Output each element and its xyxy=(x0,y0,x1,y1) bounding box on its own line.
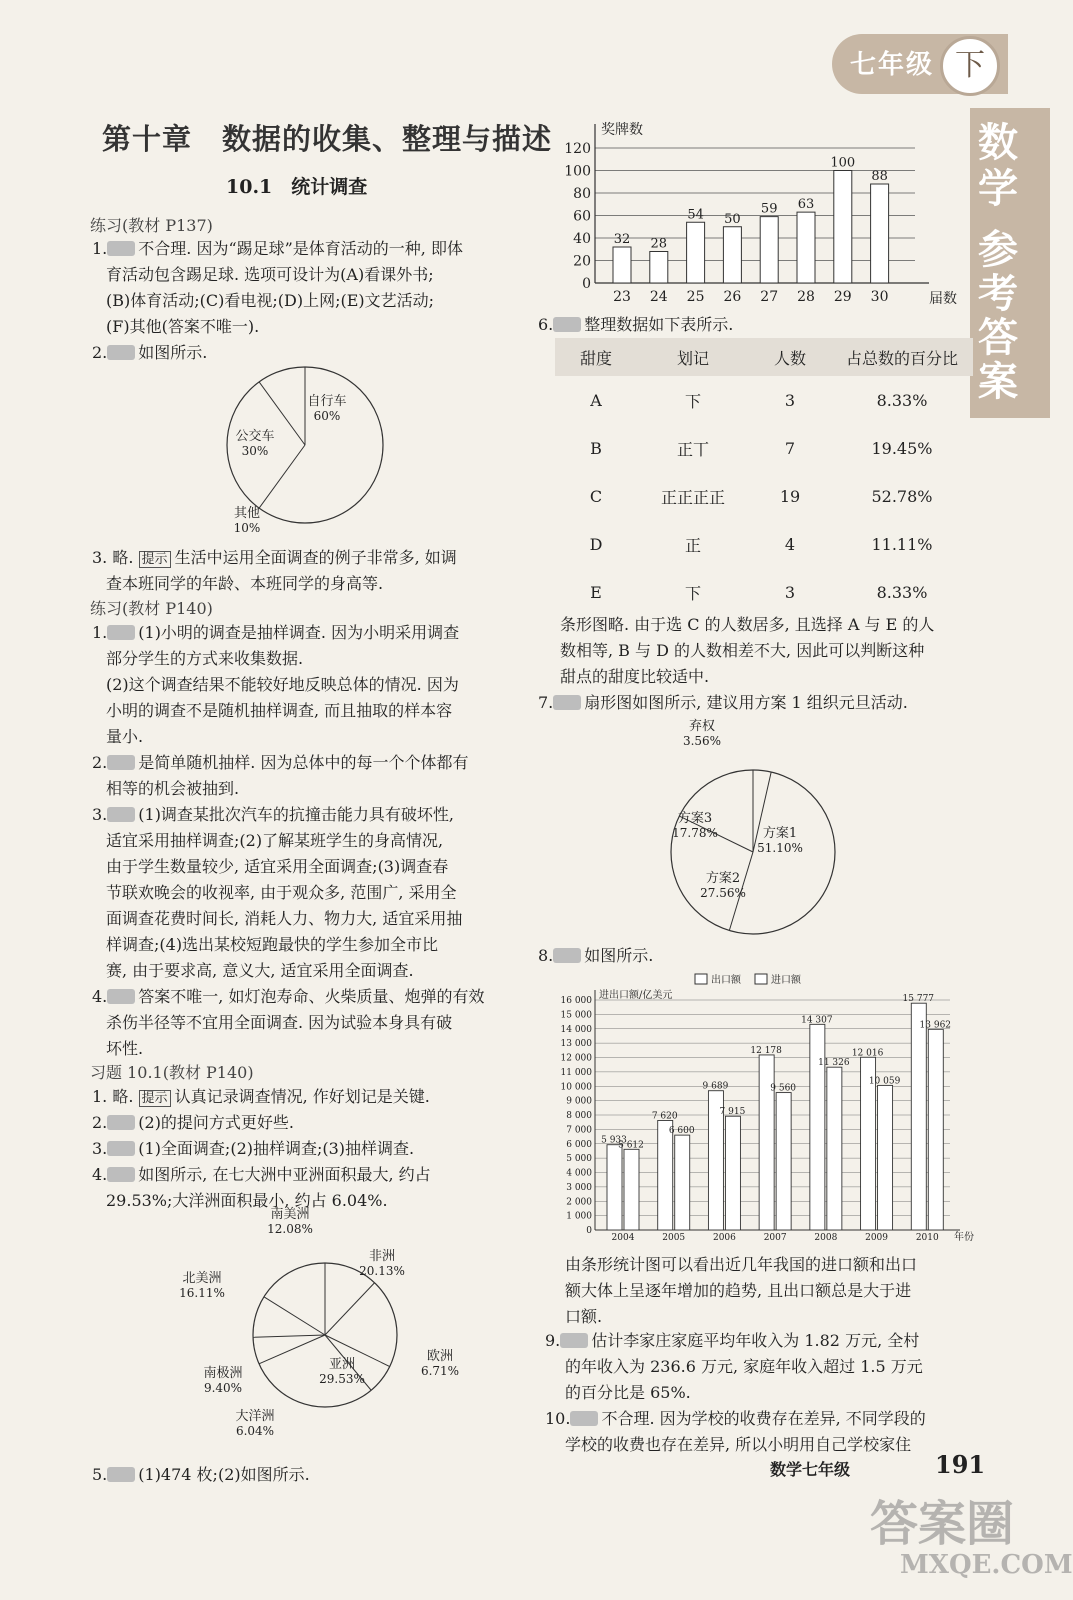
pie-slice-boundary xyxy=(264,1297,325,1335)
y-tick-label: 7 000 xyxy=(566,1125,592,1136)
x-tick-label: 2004 xyxy=(611,1233,635,1243)
q2-line xyxy=(92,340,207,366)
medals-bar-chart xyxy=(555,118,957,313)
bar-value-label: 7 620 xyxy=(651,1111,678,1122)
q7-text: 扇形图如图所示, 建议用方案 1 组织元旦活动. xyxy=(584,693,908,712)
cell: 7 xyxy=(784,438,796,458)
p2q3-line2: 适宜采用抽样调查;(2)了解某班学生的身高情况, xyxy=(106,831,444,850)
bar-value-label: 5 933 xyxy=(601,1135,627,1146)
p2q3-line4: 节联欢晚会的收视率, 由于观众多, 范围广, 采用全 xyxy=(106,883,457,902)
pie-slice-percent: 17.78% xyxy=(672,826,718,840)
q1-line1 xyxy=(92,236,463,262)
pie-slice-label: 其他 xyxy=(233,506,261,521)
pie-slice-percent: 60% xyxy=(313,409,341,423)
q2-text: 如图所示. xyxy=(138,343,208,362)
e2-text: (2)的提问方式更好些. xyxy=(138,1113,295,1132)
answer-tag xyxy=(107,755,135,770)
answer-tag xyxy=(107,807,135,822)
y-tick-label: 10 000 xyxy=(560,1082,592,1093)
q6-text-line3: 甜点的甜度比较适中. xyxy=(560,667,710,686)
p2q3-line7: 赛, 由于要求高, 意义大, 适宜采用全面调查. xyxy=(106,961,414,980)
table-header-row xyxy=(555,338,973,376)
table-row xyxy=(555,376,973,424)
y-tick-label: 3 000 xyxy=(566,1182,592,1193)
answer-tag xyxy=(107,1467,135,1482)
q6-text-line1: 条形图略. 由于选 C 的人数居多, 且选择 A 与 E 的人 xyxy=(560,615,935,634)
cell: 8.33% xyxy=(876,390,928,410)
e5-text: (1)474 枚;(2)如图所示. xyxy=(138,1465,310,1484)
bar-value-label: 10 059 xyxy=(868,1076,901,1087)
y-tick-label: 8 000 xyxy=(566,1111,592,1121)
y-tick-label: 60 xyxy=(573,208,591,225)
table-row xyxy=(555,520,973,568)
import-bar xyxy=(776,1093,791,1230)
cell: 8.33% xyxy=(876,582,928,602)
plan-pie-chart xyxy=(655,712,875,942)
sweetness-table xyxy=(555,338,973,616)
cell: 19 xyxy=(779,486,801,506)
y-tick-label: 40 xyxy=(573,231,591,247)
q8-number: 8. xyxy=(538,946,554,965)
q6-text-line2: 数相等, B 与 D 的人数相差不大, 因此可以判断这种 xyxy=(560,641,925,660)
x-tick-label: 2010 xyxy=(915,1233,939,1243)
y-tick-label: 0 xyxy=(582,276,591,292)
q6-line xyxy=(538,312,733,338)
y-tick-label: 80 xyxy=(573,186,591,202)
hint-badge: 提示 xyxy=(139,551,171,568)
cell: 正 xyxy=(684,535,701,555)
answer-tag xyxy=(107,989,135,1004)
table-row xyxy=(555,472,973,520)
cell: A xyxy=(590,390,602,410)
cell: 4 xyxy=(784,534,796,554)
pie-slice-label: 方案1 xyxy=(762,826,798,841)
sweetness-table-wrap xyxy=(555,338,973,616)
bar-value-label: 9 560 xyxy=(770,1083,797,1094)
bar-value-label: 32 xyxy=(613,232,631,247)
e2-number: 2. xyxy=(92,1113,108,1132)
p2q1-line5: 量小. xyxy=(106,727,144,746)
pie-slice-label: 方案2 xyxy=(705,871,741,886)
answer-tag xyxy=(107,1141,135,1156)
x-tick-label: 29 xyxy=(833,289,852,305)
grade-label: 七年级 xyxy=(850,50,935,80)
x-tick-label: 2005 xyxy=(662,1233,686,1243)
table-row xyxy=(555,568,973,616)
medal-bar xyxy=(871,184,889,283)
medal-bar xyxy=(723,227,741,283)
import-bar xyxy=(928,1029,943,1230)
q9-line1 xyxy=(545,1328,919,1354)
y-tick-label: 0 xyxy=(586,1226,592,1236)
y-tick-label: 16 000 xyxy=(560,996,592,1006)
bar-value-label: 9 689 xyxy=(702,1081,729,1092)
table-row xyxy=(555,424,973,472)
answer-tag xyxy=(553,317,581,332)
p2q2-number: 2. xyxy=(92,753,108,772)
volume-badge: 下 xyxy=(940,36,1000,96)
q9-line3: 的百分比是 65%. xyxy=(565,1383,691,1402)
q9-number: 9. xyxy=(545,1331,561,1350)
bar-value-label: 100 xyxy=(830,155,856,171)
pie-slice-label: 北美洲 xyxy=(182,1271,222,1286)
p2q1-number: 1. xyxy=(92,623,108,642)
footer-label: 数学七年级 xyxy=(770,1460,851,1479)
p2q2-line2: 相等的机会被抽到. xyxy=(106,779,240,798)
legend-swatch-export xyxy=(695,974,707,984)
side-answer: 参考答案 xyxy=(978,226,1018,405)
p2q4-line1 xyxy=(92,984,484,1010)
pie-slice-percent: 51.10% xyxy=(757,841,803,855)
practice2-heading: 练习(教材 P140) xyxy=(90,599,213,618)
p2q1-text1: (1)小明的调查是抽样调查. 因为小明采用调查 xyxy=(138,623,460,642)
p2q3-number: 3. xyxy=(92,805,108,824)
answer-tag xyxy=(553,695,581,710)
export-bar xyxy=(759,1055,774,1230)
y-tick-label: 6 000 xyxy=(566,1139,592,1150)
x-tick-label: 2007 xyxy=(763,1233,787,1243)
x-tick-label: 25 xyxy=(686,289,705,305)
legend-label: 出口额 xyxy=(711,975,741,986)
e3-line xyxy=(92,1136,414,1162)
transport-pie-chart xyxy=(215,365,395,545)
col-header: 占总数的百分比 xyxy=(831,338,973,376)
q10-line2: 学校的收费也存在差异, 所以小明用自己学校家住 xyxy=(565,1435,912,1454)
q1-line4: (F)其他(答案不唯一). xyxy=(106,317,260,336)
y-tick-label: 9 000 xyxy=(566,1096,592,1107)
medal-bar xyxy=(687,222,705,283)
y-tick-label: 120 xyxy=(564,141,591,157)
x-tick-label: 26 xyxy=(723,289,742,305)
bar-value-label: 88 xyxy=(871,169,888,184)
side-subject: 数学 xyxy=(978,119,1018,212)
import-bar xyxy=(725,1116,740,1230)
e4-text1: 如图所示, 在七大洲中亚洲面积最大, 约占 xyxy=(138,1165,431,1184)
legend-label: 进口额 xyxy=(771,975,801,986)
q8-line xyxy=(538,943,653,969)
bar-value-label: 50 xyxy=(724,211,741,227)
y-tick-label: 4 000 xyxy=(566,1168,592,1179)
q8-text-line1: 由条形统计图可以看出近几年我国的进口额和出口 xyxy=(565,1255,918,1274)
y-tick-label: 14 000 xyxy=(560,1024,592,1035)
p2q1-line3: (2)这个调查结果不能较好地反映总体的情况. 因为 xyxy=(106,675,459,694)
y-axis-label: 进出口额/亿美元 xyxy=(599,990,673,1001)
q3-line1 xyxy=(92,545,457,571)
e1-number: 1. 略. xyxy=(92,1087,134,1106)
pie-slice-percent: 30% xyxy=(241,444,269,458)
cell: 19.45% xyxy=(871,438,933,458)
p2q2-line1 xyxy=(92,750,468,776)
e1-line xyxy=(92,1084,430,1110)
bar-value-label: 14 307 xyxy=(801,1015,833,1026)
col-header: 甜度 xyxy=(555,338,637,376)
bar-value-label: 15 777 xyxy=(902,994,935,1005)
chapter-title: 第十章 数据的收集、整理与描述 xyxy=(102,122,553,156)
bar-value-label: 59 xyxy=(760,201,778,217)
p2q1-line4: 小明的调查不是随机抽样调查, 而且抽取的样本容 xyxy=(106,701,453,720)
q9-text1: 估计李家庄家庭平均年收入为 1.82 万元, 全村 xyxy=(591,1331,920,1350)
q1-text1: 不合理. 因为“踢足球”是体育活动的一种, 即体 xyxy=(138,239,463,258)
y-tick-label: 20 xyxy=(573,253,591,270)
import-bar xyxy=(624,1149,639,1230)
pie-slice-percent: 29.53% xyxy=(319,1372,365,1386)
cell: 3 xyxy=(784,390,796,410)
cell: 3 xyxy=(784,582,796,602)
q1-line2: 育活动包含踢足球. 选项可设计为(A)看课外书; xyxy=(106,265,434,284)
q10-line1 xyxy=(545,1406,926,1432)
pie-slice-label: 大洋洲 xyxy=(235,1409,275,1424)
x-axis-label: 年份 xyxy=(954,1232,974,1243)
e4-number: 4. xyxy=(92,1165,108,1184)
p2q1-line1 xyxy=(92,620,459,646)
x-axis-label: 届数 xyxy=(929,291,957,307)
q3-number: 3. 略. xyxy=(92,548,134,567)
bar-value-label: 5 612 xyxy=(618,1140,644,1151)
pie-slice-boundary xyxy=(259,1335,325,1364)
p2q3-line5: 面调查花费时间长, 消耗人力、物力大, 适宜采用抽 xyxy=(106,909,463,928)
export-bar xyxy=(911,1003,926,1230)
import-bar xyxy=(675,1135,690,1230)
q6-text: 整理数据如下表所示. xyxy=(584,315,734,334)
cell: E xyxy=(590,582,602,602)
pie-slice-label: 非洲 xyxy=(368,1249,396,1264)
pie-slice-label: 南美洲 xyxy=(270,1207,310,1222)
p2q1-line2: 部分学生的方式来收集数据. xyxy=(106,649,304,668)
export-bar xyxy=(607,1145,622,1230)
cell: 52.78% xyxy=(871,486,933,506)
pie-slice-percent: 10% xyxy=(233,521,261,535)
y-tick-label: 15 000 xyxy=(560,1010,592,1021)
q8-text: 如图所示. xyxy=(584,946,654,965)
p2q4-text1: 答案不唯一, 如灯泡寿命、火柴质量、炮弹的有效 xyxy=(138,987,485,1006)
bar-value-label: 6 600 xyxy=(668,1126,695,1137)
answer-tag xyxy=(560,1333,588,1348)
section-title: 10.1 统计调查 xyxy=(226,176,368,198)
cell: 11.11% xyxy=(871,534,933,554)
q10-number: 10. xyxy=(545,1409,571,1428)
x-tick-label: 23 xyxy=(613,289,631,305)
medal-bar xyxy=(834,171,852,284)
cell: C xyxy=(589,486,603,506)
y-axis-label: 奖牌数 xyxy=(601,122,643,138)
y-tick-label: 12 000 xyxy=(560,1053,592,1064)
q9-line2: 的年收入为 236.6 万元, 家庭年收入超过 1.5 万元 xyxy=(565,1357,923,1376)
p2q2-text1: 是简单随机抽样. 因为总体中的每一个个体都有 xyxy=(138,753,469,772)
pie-slice-label: 南极洲 xyxy=(203,1366,243,1381)
import-bar xyxy=(827,1067,842,1230)
q7-number: 7. xyxy=(538,693,554,712)
e3-number: 3. xyxy=(92,1139,108,1158)
e5-line xyxy=(92,1462,310,1488)
answer-tag xyxy=(553,948,581,963)
cell: B xyxy=(590,438,602,458)
y-tick-label: 11 000 xyxy=(560,1067,592,1078)
export-bar xyxy=(658,1120,673,1230)
hint-badge: 提示 xyxy=(139,1090,171,1107)
answer-tag xyxy=(107,1115,135,1130)
e3-text: (1)全面调查;(2)抽样调查;(3)抽样调查. xyxy=(138,1139,415,1158)
medal-bar xyxy=(650,252,668,284)
pie-slice-percent: 6.04% xyxy=(235,1424,275,1438)
page-number: 191 xyxy=(935,1450,986,1479)
answer-tag xyxy=(107,625,135,640)
col-header: 人数 xyxy=(749,338,831,376)
cell: 下 xyxy=(684,391,701,411)
cell: 正正正正 xyxy=(660,487,725,507)
p2q4-line3: 坏性. xyxy=(106,1039,144,1058)
bar-value-label: 7 915 xyxy=(719,1107,746,1118)
answer-tag xyxy=(570,1411,598,1426)
x-tick-label: 2008 xyxy=(814,1233,838,1243)
bar-value-label: 11 326 xyxy=(818,1058,850,1069)
cell: 下 xyxy=(684,583,701,603)
p2q3-line6: 样调查;(4)选出某校短跑最快的学生参加全市比 xyxy=(106,935,439,954)
p2q3-text1: (1)调查某批次汽车的抗撞击能力具有破坏性, xyxy=(138,805,455,824)
pie-slice-label: 方案3 xyxy=(677,811,713,826)
pie-slice-percent: 20.13% xyxy=(359,1264,405,1278)
medal-bar xyxy=(797,212,815,283)
y-tick-label: 13 000 xyxy=(560,1039,592,1050)
y-tick-label: 5 000 xyxy=(566,1154,592,1165)
q8-text-line2: 额大体上呈逐年增加的趋势, 且出口额总是大于进 xyxy=(565,1281,912,1300)
medal-bar xyxy=(613,247,631,283)
answer-tag xyxy=(107,241,135,256)
medal-bar xyxy=(760,217,778,283)
pie-slice-label: 欧洲 xyxy=(426,1349,454,1364)
watermark-logo: 答案圈 xyxy=(870,1496,1015,1552)
pie-slice-boundary xyxy=(253,1335,325,1337)
e4-line1 xyxy=(92,1162,431,1188)
x-tick-label: 24 xyxy=(649,289,668,305)
import-bar xyxy=(878,1085,893,1230)
pie-slice-percent: 9.40% xyxy=(203,1381,243,1395)
pie-slice-percent: 3.56% xyxy=(682,734,722,748)
y-tick-label: 1 000 xyxy=(566,1211,592,1222)
bar-value-label: 63 xyxy=(797,197,815,213)
pie-slice-percent: 6.71% xyxy=(420,1364,460,1378)
x-tick-label: 2006 xyxy=(712,1233,736,1243)
q10-text1: 不合理. 因为学校的收费存在差异, 不同学段的 xyxy=(601,1409,926,1428)
q3-text1: 生活中运用全面调查的例子非常多, 如调 xyxy=(174,548,457,567)
export-bar xyxy=(810,1024,825,1230)
exercise-heading: 习题 10.1(教材 P140) xyxy=(90,1063,254,1082)
e1-text: 认真记录调查情况, 作好划记是关键. xyxy=(174,1087,430,1106)
q1-number: 1. xyxy=(92,239,108,258)
e4-line2: 29.53%;大洋洲面积最小, 约占 6.04%. xyxy=(106,1191,388,1210)
e2-line xyxy=(92,1110,294,1136)
pie-slice-percent: 27.56% xyxy=(700,886,746,900)
trade-bar-chart xyxy=(555,968,975,1248)
x-tick-label: 2009 xyxy=(865,1233,889,1243)
q6-number: 6. xyxy=(538,315,554,334)
p2q4-number: 4. xyxy=(92,987,108,1006)
practice1-heading: 练习(教材 P137) xyxy=(90,216,213,235)
y-tick-label: 100 xyxy=(564,163,591,180)
x-tick-label: 30 xyxy=(870,289,889,305)
pie-slice-label: 亚洲 xyxy=(328,1357,356,1372)
y-tick-label: 2 000 xyxy=(566,1197,592,1208)
p2q3-line3: 由于学生数量较少, 适宜采用全面调查;(3)调查春 xyxy=(106,857,449,876)
q1-line3: (B)体育活动;(C)看电视;(D)上网;(E)文艺活动; xyxy=(106,291,435,310)
x-tick-label: 28 xyxy=(797,289,815,305)
pie-slice-label: 公交车 xyxy=(235,429,275,444)
answer-tag xyxy=(107,345,135,360)
answer-tag xyxy=(107,1167,135,1182)
pie-slice-label: 自行车 xyxy=(307,394,347,409)
x-tick-label: 27 xyxy=(760,289,779,305)
q3-line2: 查本班同学的年龄、本班同学的身高等. xyxy=(106,574,384,593)
q2-number: 2. xyxy=(92,343,108,362)
continents-pie-chart xyxy=(160,1207,490,1440)
legend-swatch-import xyxy=(755,974,767,984)
bar-value-label: 13 962 xyxy=(919,1020,952,1031)
p2q3-line1 xyxy=(92,802,454,828)
pie-slice-percent: 12.08% xyxy=(267,1222,313,1236)
bar-value-label: 54 xyxy=(687,207,704,223)
cell: D xyxy=(589,534,603,554)
col-header: 划记 xyxy=(637,338,749,376)
q8-text-line3: 口额. xyxy=(565,1307,603,1326)
pie-slice-boundary xyxy=(325,1283,375,1335)
pie-slice-percent: 16.11% xyxy=(179,1286,225,1300)
bar-value-label: 28 xyxy=(650,236,668,252)
e5-number: 5. xyxy=(92,1465,108,1484)
cell: 正丅 xyxy=(676,439,709,459)
bar-value-label: 12 016 xyxy=(851,1048,884,1059)
bar-value-label: 12 178 xyxy=(750,1045,782,1056)
pie-slice-label: 弃权 xyxy=(688,719,716,734)
p2q4-line2: 杀伤半径等不宜用全面调查. 因为试验本身具有破 xyxy=(106,1013,453,1032)
watermark-url: MXQE.COM xyxy=(900,1550,1073,1580)
